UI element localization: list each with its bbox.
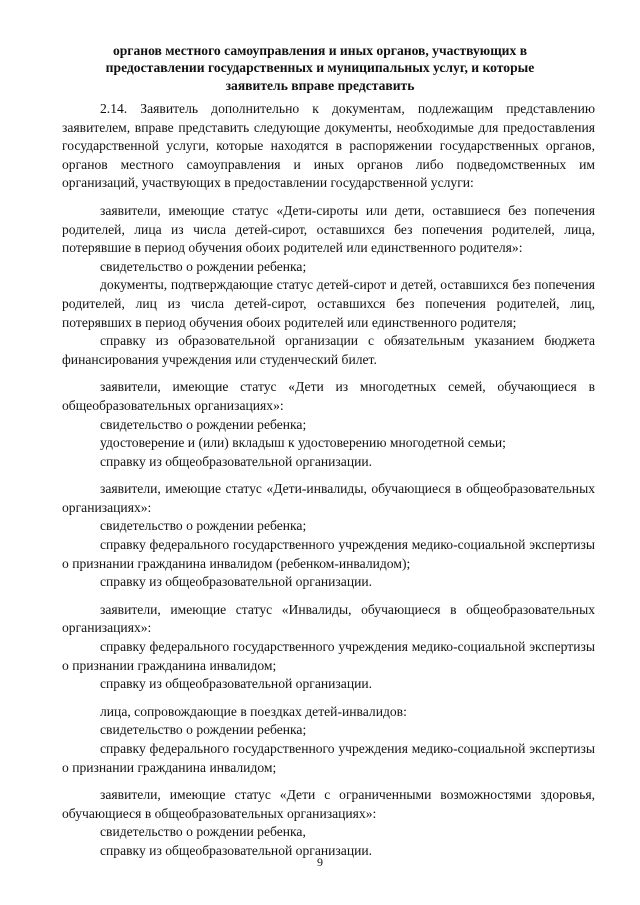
paragraph-2-14: 2.14. Заявитель дополнительно к документам, подлежащим представлению заявителем, вправе представить следующие документы, необходимые для предоставления государственной услуги, которые находятся в распоряжении государственных органов, органов местного самоуправления и иных органов либо подведомственных им организаций, участвующих в предоставлении государственной услуги: [62,101,595,191]
paragraph: справку из образовательной организации с обязательным указанием бюджета финансирования учреждения или студенческий билет. [62,333,595,367]
paragraph: свидетельство о рождении ребенка; [100,518,307,534]
page-number: 9 [317,855,323,869]
paragraph: справку из общеобразовательной организации. [100,453,373,469]
paragraph: свидетельство о рождении ребенка, [100,824,306,840]
paragraph: справку федерального государственного учреждения медико-социальной экспертизы о признании гражданина инвалидом; [62,639,595,673]
paragraph: справку из общеобразовательной организации. [100,676,373,692]
paragraph: свидетельство о рождении ребенка; [100,258,307,274]
paragraph: удостоверение и (или) вкладыш к удостоверению многодетной семьи; [100,435,506,451]
section-heading [62,42,578,94]
heading-line: органов местного самоуправления и иных органов, участвующих в [112,43,528,58]
paragraph: заявители, имеющие статус «Дети-сироты или дети, оставшиеся без попечения родителей, лица из числа детей-сирот, оставшихся без попечения родителей, лица, потерявшие в период обучения обоих родителей или единственного родителя»: [62,202,595,256]
paragraph: документы, подтверждающие статус детей-сирот и детей, оставшихся без попечения родителей, лиц из числа детей-сирот, оставшихся без попечения родителей, лиц, потерявших в период обучения обоих родителей или единственного родителя; [62,277,595,330]
paragraph: заявители, имеющие статус «Дети-инвалиды, обучающиеся в общеобразовательных организациях»: [62,481,595,515]
paragraph: заявители, имеющие статус «Дети с ограниченными возможностями здоровья, обучающиеся в общеобразовательных организациях»: [62,787,595,821]
document-body [62,100,595,861]
paragraph: справку федерального государственного учреждения медико-социальной экспертизы о признании гражданина инвалидом (ребенком-инвалидом); [62,537,595,571]
heading-line: заявитель вправе представить [225,77,415,93]
paragraph: свидетельство о рождении ребенка; [100,416,307,432]
paragraph: заявители, имеющие статус «Дети из многодетных семей, обучающиеся в общеобразовательных организациях»: [62,379,595,413]
paragraph: лица, сопровождающие в поездках детей-инвалидов: [100,703,407,719]
paragraph: заявители, имеющие статус «Инвалиды, обучающиеся в общеобразовательных организациях»: [62,601,595,636]
paragraph: свидетельство о рождении ребенка; [100,722,307,738]
heading-line: предоставлении государственных и муниципальных услуг, и которые [105,60,535,76]
paragraph: справку федерального государственного учреждения медико-социальной экспертизы о признании гражданина инвалидом; [62,741,595,775]
paragraph: справку из общеобразовательной организации. [100,574,373,590]
paragraph: справку из общеобразовательной организации. [100,842,373,858]
